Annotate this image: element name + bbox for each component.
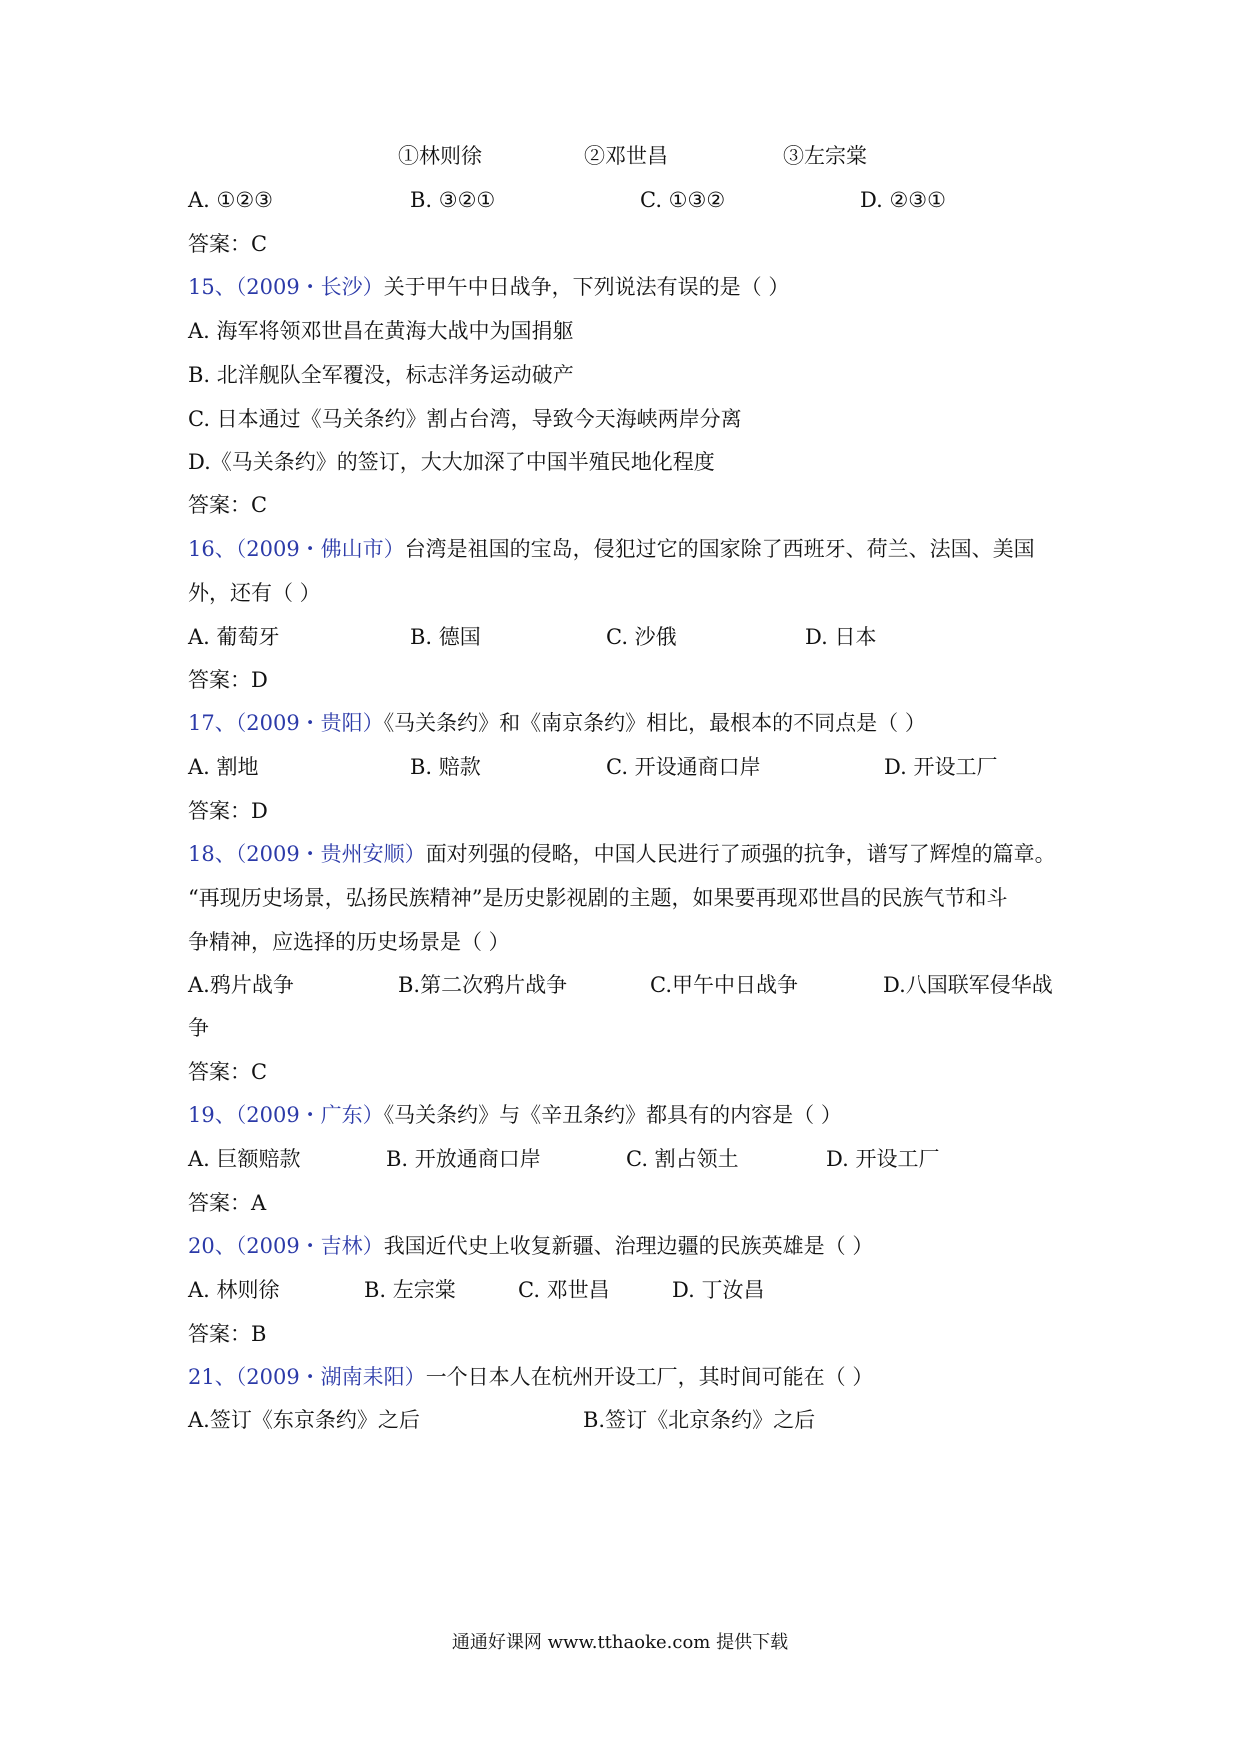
answer: 答案：C (188, 1060, 268, 1084)
item-1: ①林则徐 (398, 144, 482, 168)
option-d: D. ②③① (860, 188, 946, 212)
question-source: （2009・长沙） (235, 275, 384, 299)
question-number: 17、 (188, 711, 236, 735)
option-a: A. 海军将领邓世昌在黄海大战中为国捐躯 (188, 319, 574, 343)
option-d: D. 丁汝昌 (672, 1278, 765, 1302)
question-text: 面对列强的侵略，中国人民进行了顽强的抗争，谱写了辉煌的篇章。 (425, 842, 1056, 866)
question-text: 台湾是祖国的宝岛，侵犯过它的国家除了西班牙、荷兰、法国、美国 (404, 537, 1035, 561)
option-d: D. 开设工厂 (884, 755, 998, 779)
option-c: C.甲午中日战争 (650, 973, 798, 997)
option-b: B.第二次鸦片战争 (398, 973, 568, 997)
question-text: 我国近代史上收复新疆、治理边疆的民族英雄是（ ） (383, 1234, 874, 1258)
question-text: 《马关条约》和《南京条约》相比，最根本的不同点是（ ） (383, 711, 926, 735)
option-a: A.鸦片战争 (188, 973, 294, 997)
option-a: A. 葡萄牙 (188, 625, 280, 649)
question-stem (188, 708, 926, 738)
option-d: D.八国联军侵华战 (883, 973, 1053, 997)
option-a: A. ①②③ (188, 188, 273, 212)
question-stem (188, 1100, 842, 1130)
option-b: B. ③②① (410, 188, 496, 212)
answer: 答案：C (188, 232, 268, 256)
question-source: （2009・湖南耒阳） (235, 1365, 426, 1389)
question-source: （2009・佛山市） (235, 537, 405, 561)
question-stem (188, 534, 1035, 564)
option-d-wrap: 争 (188, 1016, 209, 1040)
question-number: 15、 (188, 275, 236, 299)
question-text-cont: 争精神，应选择的历史场景是（ ） (188, 930, 510, 954)
question-text-cont: “再现历史场景，弘扬民族精神”是历史影视剧的主题，如果要再现邓世昌的民族气节和斗 (188, 886, 1008, 910)
question-stem (188, 839, 1056, 869)
question-source: （2009・贵州安顺） (235, 842, 426, 866)
question-number: 16、 (188, 537, 236, 561)
option-b: B. 德国 (410, 625, 481, 649)
question-number: 18、 (188, 842, 236, 866)
option-a: A.签订《东京条约》之后 (188, 1408, 420, 1432)
question-stem (188, 1362, 873, 1392)
question-source: （2009・贵阳） (235, 711, 384, 735)
option-d: D. 开设工厂 (826, 1147, 940, 1171)
item-3: ③左宗棠 (783, 144, 867, 168)
option-b: B. 开放通商口岸 (386, 1147, 541, 1171)
question-text: 《马关条约》与《辛丑条约》都具有的内容是（ ） (383, 1103, 842, 1127)
item-2: ②邓世昌 (584, 144, 668, 168)
option-a: A. 林则徐 (188, 1278, 280, 1302)
answer: 答案：A (188, 1191, 267, 1215)
answer: 答案：D (188, 799, 268, 823)
option-c: C. 割占领土 (626, 1147, 739, 1171)
option-c: C. 开设通商口岸 (606, 755, 761, 779)
option-d: D. 日本 (805, 625, 877, 649)
question-stem (188, 272, 789, 302)
option-b: B. 赔款 (410, 755, 481, 779)
option-b: B. 北洋舰队全军覆没，标志洋务运动破产 (188, 363, 574, 387)
answer: 答案：D (188, 668, 268, 692)
question-stem (188, 1231, 873, 1261)
option-c: C. 日本通过《马关条约》割占台湾，导致今天海峡两岸分离 (188, 407, 742, 431)
question-text: 关于甲午中日战争，下列说法有误的是（ ） (383, 275, 790, 299)
question-number: 20、 (188, 1234, 236, 1258)
question-number: 19、 (188, 1103, 236, 1127)
answer: 答案：B (188, 1322, 267, 1346)
option-d: D.《马关条约》的签订，大大加深了中国半殖民地化程度 (188, 450, 715, 474)
option-c: C. 沙俄 (606, 625, 677, 649)
question-text-cont: 外，还有（ ） (188, 581, 321, 605)
option-c: C. ①③② (640, 188, 726, 212)
question-source: （2009・广东） (235, 1103, 384, 1127)
option-a: A. 巨额赔款 (188, 1147, 301, 1171)
option-c: C. 邓世昌 (518, 1278, 610, 1302)
option-b: B.签订《北京条约》之后 (583, 1408, 816, 1432)
question-text: 一个日本人在杭州开设工厂，其时间可能在（ ） (425, 1365, 874, 1389)
page-footer: 通通好课网 www.tthaoke.com 提供下载 (451, 1632, 789, 1653)
option-b: B. 左宗棠 (364, 1278, 456, 1302)
question-source: （2009・吉林） (235, 1234, 384, 1258)
answer: 答案：C (188, 493, 268, 517)
option-a: A. 割地 (188, 755, 259, 779)
question-number: 21、 (188, 1365, 236, 1389)
